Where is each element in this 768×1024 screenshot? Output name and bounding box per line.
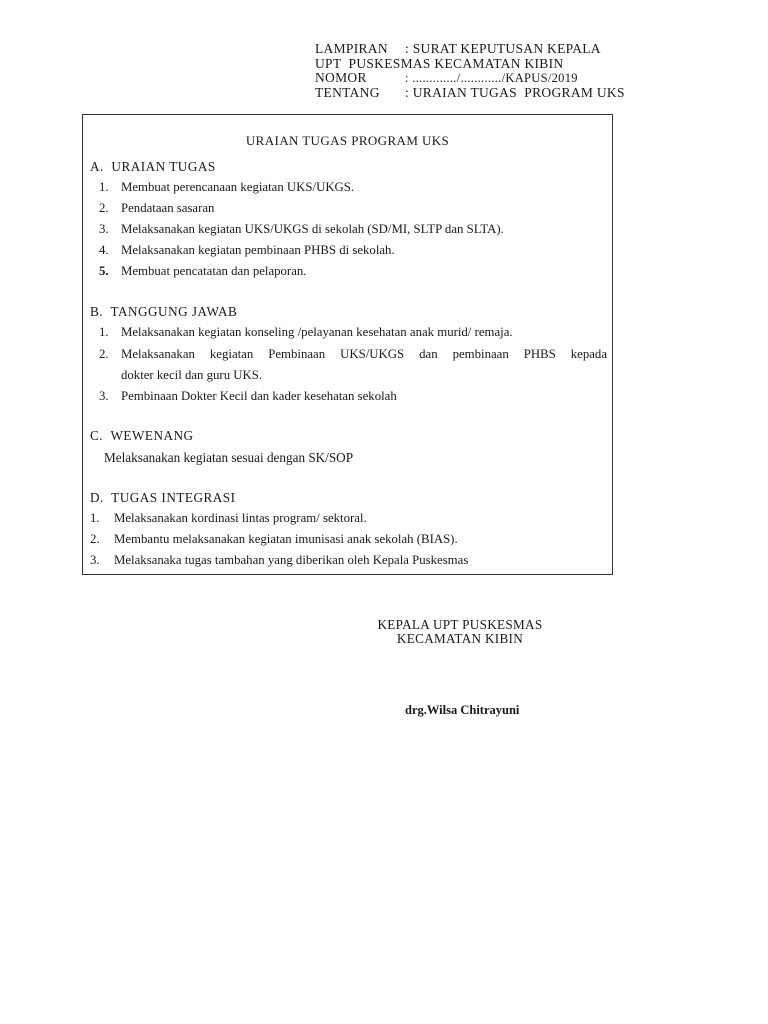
- item-number: 5.: [99, 264, 109, 278]
- item-text: Membantu melaksanakan kegiatan imunisasi anak sekolah (BIAS).: [114, 532, 458, 546]
- item-number: 3.: [99, 389, 109, 403]
- item-number: 1.: [99, 325, 109, 339]
- item-text: Melaksanakan kordinasi lintas program/ sektoral.: [114, 511, 367, 525]
- section-c-text: Melaksanakan kegiatan sesuai dengan SK/SOP: [104, 450, 354, 465]
- header-key: TENTANG: [315, 84, 380, 100]
- item-number: 1.: [90, 511, 100, 525]
- document-header: [315, 42, 625, 100]
- item-text: Melaksanakan kegiatan Pembinaan UKS/UKGS dan pembinaan PHBS kepada: [121, 347, 607, 361]
- section-b-heading: B. TANGGUNG JAWAB: [90, 304, 238, 319]
- section-d-heading: D. TUGAS INTEGRASI: [90, 490, 236, 505]
- header-row-upt: [315, 57, 625, 72]
- header-value: : ............./............/KAPUS/2019: [405, 71, 578, 85]
- item-text: Melaksanakan kegiatan pembinaan PHBS di sekolah.: [121, 243, 395, 257]
- item-text: Melaksanakan kegiatan UKS/UKGS di sekolah (SD/MI, SLTP dan SLTA).: [121, 222, 504, 236]
- item-number: 3.: [90, 553, 100, 567]
- item-text: Melaksanaka tugas tambahan yang diberikan oleh Kepala Puskesmas: [114, 553, 469, 567]
- content-box: [82, 114, 613, 575]
- header-value: : SURAT KEPUTUSAN KEPALA: [405, 41, 601, 56]
- box-title: URAIAN TUGAS PROGRAM UKS: [245, 133, 450, 148]
- signature-title-line2: KECAMATAN KIBIN: [396, 631, 524, 646]
- item-text: Membuat pencatatan dan pelaporan.: [121, 264, 307, 278]
- header-row-nomor: [315, 71, 625, 86]
- header-value: : URAIAN TUGAS PROGRAM UKS: [405, 84, 625, 100]
- item-number: 2.: [99, 347, 109, 361]
- item-number: 3.: [99, 222, 109, 236]
- header-key: LAMPIRAN: [315, 41, 388, 56]
- item-text: Pendataan sasaran: [121, 201, 215, 215]
- signatory-name: drg.Wilsa Chitrayuni: [405, 703, 520, 717]
- signature-title-line1: KEPALA UPT PUSKESMAS: [377, 617, 543, 632]
- header-key: UPT PUSKESMAS KECAMATAN KIBIN: [315, 55, 564, 71]
- header-row-tentang: [315, 86, 625, 101]
- header-row-lampiran: [315, 42, 625, 57]
- section-c-heading: C. WEWENANG: [90, 428, 194, 443]
- item-text: Pembinaan Dokter Kecil dan kader kesehatan sekolah: [121, 389, 397, 403]
- item-number: 4.: [99, 243, 109, 257]
- section-a-heading: A. URAIAN TUGAS: [90, 159, 216, 174]
- item-text: Melaksanakan kegiatan konseling /pelayanan kesehatan anak murid/ remaja.: [121, 325, 513, 339]
- item-text: dokter kecil dan guru UKS.: [121, 368, 263, 382]
- item-text: Membuat perencanaan kegiatan UKS/UKGS.: [121, 180, 355, 194]
- list-item-continuation: [121, 368, 262, 383]
- item-number: 1.: [99, 180, 109, 194]
- header-key: NOMOR: [315, 70, 367, 85]
- item-number: 2.: [99, 201, 109, 215]
- item-number: 2.: [90, 532, 100, 546]
